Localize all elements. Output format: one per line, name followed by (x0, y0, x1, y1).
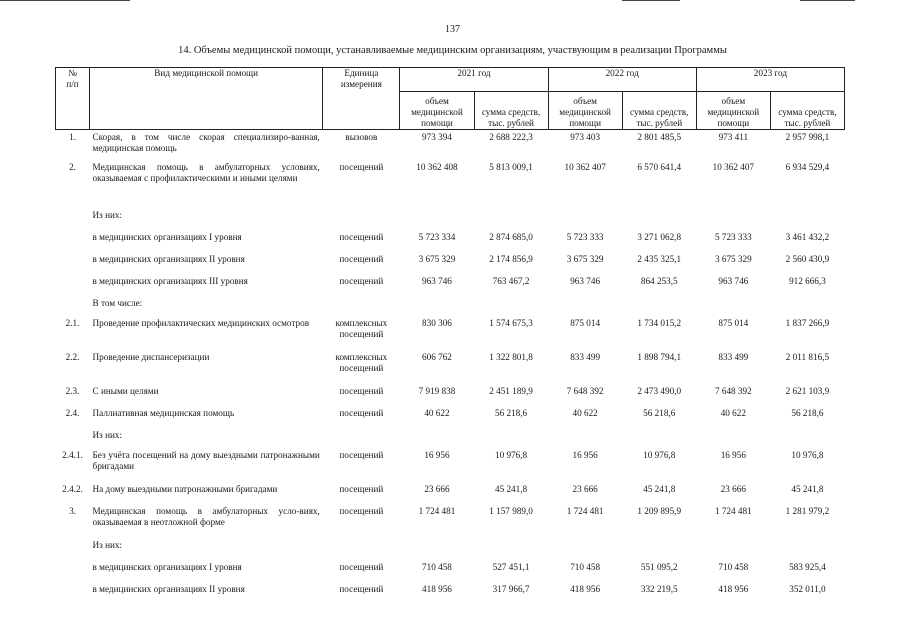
medical-volume-table (55, 67, 845, 604)
cell-sum (474, 296, 548, 316)
row-kind: Из них: (92, 209, 123, 220)
cell-volume: 16 956 (572, 449, 598, 460)
cell-volume (696, 428, 770, 448)
table-row (56, 406, 845, 428)
cell-volume: 10 362 407 (712, 161, 754, 172)
row-kind: Паллиативная медицинская помощь (92, 407, 235, 418)
cell-volume: 23 666 (720, 483, 746, 494)
cell-sum: 2 451 189,9 (489, 385, 533, 396)
cell-volume: 963 746 (570, 275, 601, 286)
cell-volume: 7 648 392 (714, 385, 752, 396)
row-unit: вызовов (345, 132, 378, 142)
table-title: 14. Объемы медицинской помощи, устанавливаемые медицинским организациям, участвующим в реализации Программы (178, 45, 727, 56)
row-number: 2.3. (65, 385, 80, 396)
row-number (56, 252, 90, 274)
cell-volume (548, 428, 622, 448)
cell-volume: 7 648 392 (566, 385, 604, 396)
row-unit: посещений (339, 483, 384, 494)
row-unit (323, 208, 400, 230)
row-kind: На дому выездными патронажными бригадами (92, 483, 278, 494)
row-number: 2.2. (65, 351, 80, 362)
row-number (56, 296, 90, 316)
cell-sum: 56 218,6 (791, 407, 824, 418)
row-unit: комплексных посещений (335, 351, 388, 373)
row-kind: в медицинских организациях I уровня (92, 561, 242, 572)
header-year-2023: 2023 год (696, 68, 844, 92)
cell-volume: 40 622 (720, 407, 746, 418)
row-unit (323, 296, 400, 316)
cell-sum (474, 208, 548, 230)
cell-volume: 1 724 481 (418, 505, 456, 516)
header-volume: объем медицинской помощи (696, 92, 770, 130)
cell-sum (622, 296, 696, 316)
cell-sum: 527 451,1 (492, 561, 530, 572)
cell-sum: 332 219,5 (640, 583, 678, 594)
cell-volume: 875 014 (718, 317, 749, 328)
row-number: 2. (69, 161, 76, 172)
cell-sum: 6 570 641,4 (637, 161, 682, 172)
cell-sum: 6 934 529,4 (785, 161, 830, 172)
row-kind: Медицинская помощь в амбулаторных условиях, оказываемая с профилактическими и иными целями (92, 161, 320, 183)
row-number: 2.4.2. (62, 483, 83, 494)
table-row (56, 252, 845, 274)
cell-volume: 10 362 408 (416, 161, 458, 172)
row-unit: посещений (339, 561, 384, 572)
table-body (56, 130, 845, 604)
cell-sum: 551 095,2 (640, 561, 678, 572)
row-kind: Из них: (92, 429, 123, 440)
cell-sum: 45 241,8 (791, 483, 824, 494)
cell-sum: 1 734 015,2 (637, 317, 682, 328)
cell-volume: 833 499 (718, 351, 749, 362)
cell-volume: 1 724 481 (566, 505, 604, 516)
cell-sum: 5 813 009,1 (489, 161, 533, 172)
table-row (56, 350, 845, 384)
cell-sum: 1 209 895,9 (637, 505, 682, 516)
cell-volume (696, 538, 770, 560)
cell-sum (474, 428, 548, 448)
cell-volume (400, 296, 474, 316)
cell-volume: 418 956 (570, 583, 601, 594)
row-unit: посещений (339, 449, 384, 460)
cell-sum: 2 473 490,0 (637, 385, 682, 396)
row-kind: С иными целями (92, 385, 159, 396)
cell-sum: 1 322 801,8 (489, 351, 533, 362)
cell-volume: 7 919 838 (418, 385, 456, 396)
page-number: 137 (445, 24, 460, 35)
cell-volume: 973 394 (422, 132, 452, 142)
cell-volume: 5 723 333 (566, 231, 604, 242)
cell-sum: 2 801 485,5 (637, 132, 682, 142)
cell-sum: 1 574 675,3 (489, 317, 533, 328)
row-kind: Без учёта посещений на дому выездными патронажными бригадами (92, 449, 320, 471)
cell-sum: 317 966,7 (492, 583, 530, 594)
cell-volume: 830 306 (422, 317, 452, 328)
header-volume: объем медицинской помощи (548, 92, 622, 130)
cell-volume: 3 675 329 (714, 253, 752, 264)
header-num: № п/п (56, 68, 90, 130)
row-kind: Из них: (92, 539, 123, 550)
cell-sum: 2 174 856,9 (489, 253, 533, 264)
row-number (56, 428, 90, 448)
top-edge-rule (622, 0, 680, 1)
cell-sum: 864 253,5 (640, 275, 678, 286)
cell-volume (696, 296, 770, 316)
cell-sum: 1 157 989,0 (489, 505, 533, 516)
table-row (56, 582, 845, 604)
cell-sum: 3 271 062,8 (637, 231, 682, 242)
row-kind: Медицинская помощь в амбулаторных усло-виях, оказываемая в неотложной форме (92, 505, 320, 527)
row-unit: посещений (339, 275, 384, 286)
cell-sum (622, 428, 696, 448)
cell-volume: 973 403 (570, 132, 601, 142)
cell-sum: 2 957 998,1 (785, 132, 830, 142)
cell-sum: 56 218,6 (494, 407, 528, 418)
table-row (56, 160, 845, 208)
row-kind: в медицинских организациях II уровня (92, 253, 245, 264)
row-kind: Скорая, в том числе скорая специализиро-ванная, медицинская помощь (92, 132, 320, 153)
row-unit: посещений (339, 583, 384, 594)
row-kind: В том числе: (92, 297, 143, 308)
row-unit: комплексных посещений (335, 317, 388, 339)
row-number (56, 538, 90, 560)
table-row (56, 296, 845, 316)
cell-sum: 10 976,8 (494, 449, 528, 460)
row-kind: в медицинских организациях I уровня (92, 231, 242, 242)
table-row (56, 230, 845, 252)
table-row (56, 384, 845, 406)
cell-sum: 10 976,8 (643, 449, 676, 460)
cell-volume: 710 458 (718, 561, 749, 572)
header-sum: сумма средств, тыс. рублей (474, 92, 548, 130)
row-number: 2.1. (65, 317, 80, 328)
cell-volume (548, 538, 622, 560)
cell-volume: 710 458 (570, 561, 601, 572)
cell-volume: 418 956 (422, 583, 452, 594)
cell-sum (622, 208, 696, 230)
cell-volume: 710 458 (422, 561, 452, 572)
table-row (56, 130, 845, 160)
cell-sum: 2 621 103,9 (785, 385, 830, 396)
cell-sum: 352 011,0 (789, 583, 826, 594)
row-number: 1. (69, 132, 76, 142)
cell-sum: 2 688 222,3 (489, 132, 533, 142)
table-row (56, 448, 845, 482)
header-sum: сумма средств, тыс. рублей (622, 92, 696, 130)
header-sum: сумма средств, тыс. рублей (770, 92, 844, 130)
table-row (56, 538, 845, 560)
cell-sum: 583 925,4 (789, 561, 826, 572)
cell-volume: 16 956 (424, 449, 450, 460)
header-year-2021: 2021 год (400, 68, 548, 92)
table-row (56, 428, 845, 448)
row-number (56, 208, 90, 230)
row-unit: посещений (339, 385, 384, 396)
row-kind: Проведение профилактических медицинских осмотров (92, 317, 310, 328)
cell-volume: 23 666 (572, 483, 598, 494)
row-number: 3. (69, 505, 76, 516)
row-unit: посещений (339, 161, 384, 172)
row-number (56, 274, 90, 296)
cell-sum: 2 560 430,9 (785, 253, 830, 264)
table-row (56, 560, 845, 582)
cell-volume: 875 014 (570, 317, 601, 328)
cell-sum (770, 208, 844, 230)
row-kind: Проведение диспансеризации (92, 351, 210, 362)
cell-sum: 2 011 816,5 (785, 351, 830, 362)
header-volume: объем медицинской помощи (400, 92, 474, 130)
cell-volume: 418 956 (718, 583, 749, 594)
cell-volume: 3 675 329 (418, 253, 456, 264)
header-kind: Вид медицинской помощи (90, 68, 323, 130)
cell-sum (622, 538, 696, 560)
header-year-2022: 2022 год (548, 68, 696, 92)
row-kind: в медицинских организациях II уровня (92, 583, 245, 594)
cell-volume: 40 622 (572, 407, 598, 418)
cell-sum (770, 428, 844, 448)
top-edge-rule (0, 0, 130, 1)
cell-volume (400, 428, 474, 448)
cell-sum: 1 898 794,1 (637, 351, 682, 362)
cell-volume (400, 538, 474, 560)
row-kind: в медицинских организациях III уровня (92, 275, 248, 286)
cell-volume (400, 208, 474, 230)
cell-sum: 45 241,8 (494, 483, 528, 494)
row-unit: посещений (339, 407, 384, 418)
cell-volume: 606 762 (422, 351, 452, 362)
row-unit: посещений (339, 231, 384, 242)
cell-volume (696, 208, 770, 230)
row-number: 2.4. (65, 407, 80, 418)
cell-volume: 963 746 (718, 275, 749, 286)
cell-sum: 1 837 266,9 (785, 317, 830, 328)
table-row (56, 208, 845, 230)
table-row (56, 482, 845, 504)
row-unit: посещений (339, 505, 384, 516)
cell-volume: 1 724 481 (714, 505, 752, 516)
cell-sum (770, 538, 844, 560)
table-row (56, 504, 845, 538)
cell-volume: 5 723 333 (714, 231, 752, 242)
cell-sum: 56 218,6 (643, 407, 676, 418)
cell-sum: 763 467,2 (492, 275, 530, 286)
cell-volume: 963 746 (422, 275, 452, 286)
cell-sum: 3 461 432,2 (785, 231, 830, 242)
cell-sum (474, 538, 548, 560)
cell-sum: 1 281 979,2 (785, 505, 830, 516)
row-unit (323, 428, 400, 448)
cell-sum: 45 241,8 (643, 483, 676, 494)
cell-sum: 2 874 685,0 (489, 231, 533, 242)
cell-volume: 16 956 (720, 449, 746, 460)
table-header (56, 68, 845, 130)
row-unit: посещений (339, 253, 384, 264)
row-number: 2.4.1. (62, 449, 83, 460)
table-row (56, 274, 845, 296)
cell-volume (548, 296, 622, 316)
row-unit (323, 538, 400, 560)
cell-volume: 3 675 329 (566, 253, 604, 264)
cell-volume: 10 362 407 (564, 161, 606, 172)
row-number (56, 230, 90, 252)
cell-volume (548, 208, 622, 230)
top-edge-rule (800, 0, 855, 1)
header-unit: Единица измерения (323, 68, 400, 130)
cell-sum: 2 435 325,1 (637, 253, 682, 264)
table-row (56, 316, 845, 350)
cell-volume: 23 666 (424, 483, 450, 494)
row-number (56, 560, 90, 582)
cell-volume: 973 411 (718, 132, 749, 142)
cell-volume: 5 723 334 (418, 231, 456, 242)
cell-sum (770, 296, 844, 316)
cell-sum: 912 666,3 (789, 275, 826, 286)
cell-sum: 10 976,8 (791, 449, 824, 460)
row-number (56, 582, 90, 604)
cell-volume: 833 499 (570, 351, 601, 362)
cell-volume: 40 622 (424, 407, 450, 418)
